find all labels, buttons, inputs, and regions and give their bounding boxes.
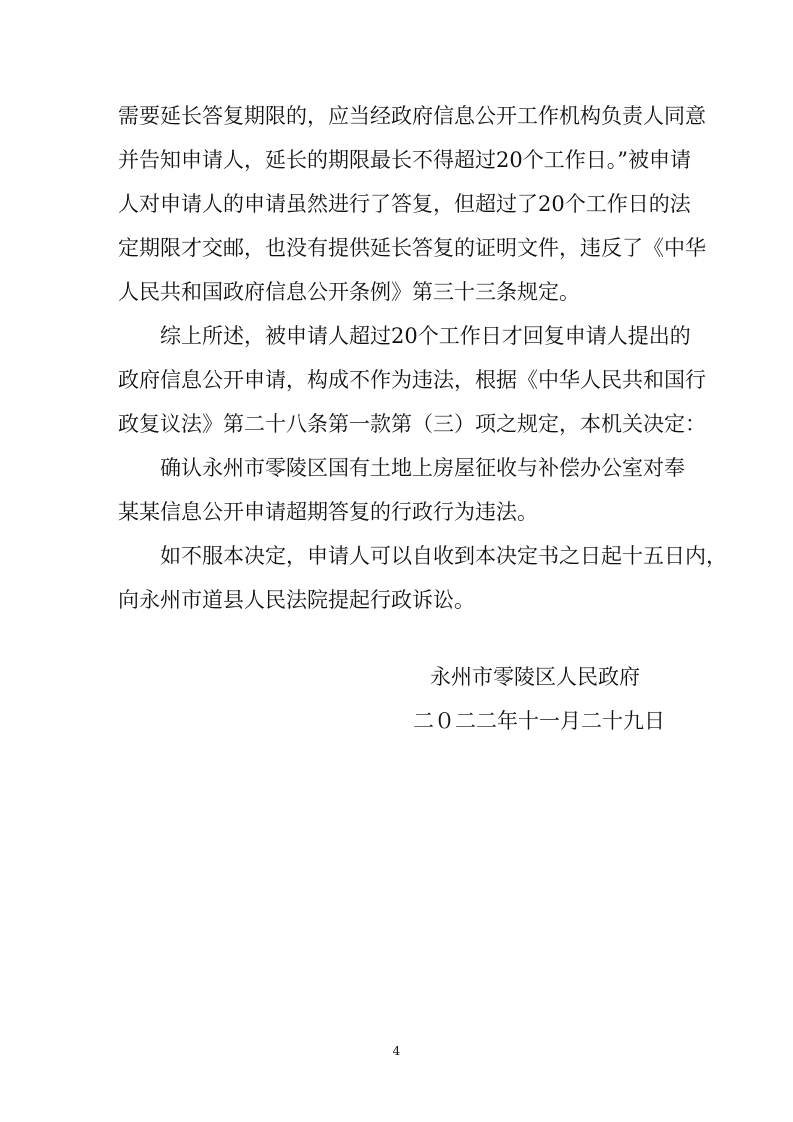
paragraph-2-line-3: 政复议法》第二十八条第一款第（三）项之规定，本机关决定：: [118, 412, 706, 436]
decision-date: 二０二二年十一月二十九日: [413, 709, 665, 733]
paragraph-1-line-4: 定期限才交邮，也没有提供延长答复的证明文件，违反了《中华: [118, 236, 706, 260]
paragraph-1-line-3: 人对申请人的申请虽然进行了答复，但超过了20个工作日的法: [118, 192, 691, 216]
paragraph-2-line-1: 综上所述，被申请人超过20个工作日才回复申请人提出的: [160, 324, 691, 348]
paragraph-3-line-1: 确认永州市零陵区国有土地上房屋征收与补偿办公室对奉: [160, 456, 685, 480]
paragraph-1-line-5: 人民共和国政府信息公开条例》第三十三条规定。: [118, 280, 580, 304]
paragraph-4-line-1: 如不服本决定，申请人可以自收到本决定书之日起十五日内，: [160, 544, 727, 568]
paragraph-2-line-2: 政府信息公开申请，构成不作为违法，根据《中华人民共和国行: [118, 368, 706, 392]
page-number: 4: [392, 1044, 401, 1058]
paragraph-1-line-2: 并告知申请人，延长的期限最长不得超过20个工作日。”被申请: [118, 148, 691, 172]
issuing-authority: 永州市零陵区人民政府: [430, 665, 640, 689]
paragraph-3-line-2: 某某信息公开申请超期答复的行政行为违法。: [118, 500, 538, 524]
paragraph-4-line-2: 向永州市道县人民法院提起行政诉讼。: [118, 588, 475, 612]
paragraph-1-line-1: 需要延长答复期限的，应当经政府信息公开工作机构负责人同意: [118, 104, 706, 128]
